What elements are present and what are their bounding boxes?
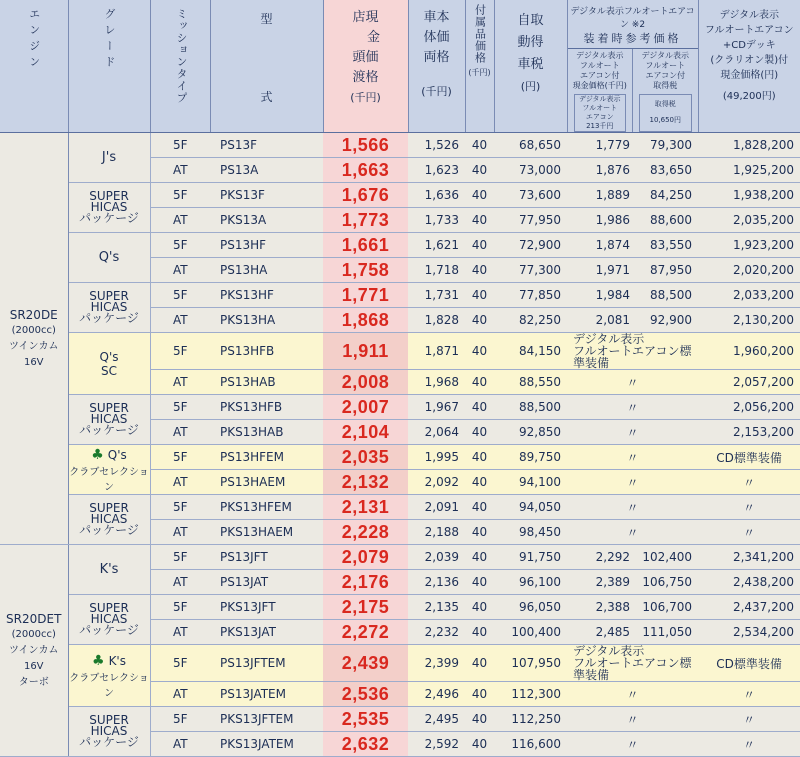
- ref-ditto: 〃: [567, 470, 698, 495]
- ref-cash-price: 1,984: [567, 283, 636, 308]
- store-price: 2,008: [323, 370, 408, 395]
- acquisition-tax: 77,950: [494, 208, 567, 233]
- table-row: [0, 233, 800, 258]
- store-price: 2,176: [323, 570, 408, 595]
- accessory-price: 40: [465, 308, 494, 333]
- table-row: [0, 495, 800, 520]
- acquisition-tax: 94,050: [494, 495, 567, 520]
- acquisition-tax: 88,500: [494, 395, 567, 420]
- club-icon: ♣: [92, 652, 105, 669]
- acquisition-tax: 98,450: [494, 520, 567, 545]
- mission-type: AT: [150, 732, 210, 757]
- table-row: [0, 283, 800, 308]
- grade-sub-label: クラブセレクション: [69, 672, 149, 699]
- table-row: [0, 645, 800, 682]
- mission-type: 5F: [150, 333, 210, 370]
- engine-desc: ツインカム16V: [9, 340, 59, 368]
- store-price: 2,131: [323, 495, 408, 520]
- mission-type: AT: [150, 470, 210, 495]
- mission-type: 5F: [150, 545, 210, 570]
- table-row: [0, 133, 800, 158]
- body-price: 2,496: [408, 682, 465, 707]
- accessory-price: 40: [465, 620, 494, 645]
- ref-ditto: 〃: [567, 707, 698, 732]
- model-code: PS13HAEM: [210, 470, 323, 495]
- body-price: 1,967: [408, 395, 465, 420]
- acquisition-tax: 92,850: [494, 420, 567, 445]
- body-price: 2,064: [408, 420, 465, 445]
- body-price: 1,621: [408, 233, 465, 258]
- accessory-price: 40: [465, 370, 494, 395]
- cd-price: 2,437,200: [698, 595, 800, 620]
- body-price: 2,399: [408, 645, 465, 682]
- engine-cc: (2000cc): [11, 324, 56, 336]
- mission-type: 5F: [150, 595, 210, 620]
- grade-label-row: [69, 653, 150, 669]
- cd-price: 1,960,200: [698, 333, 800, 370]
- model-code: PS13JFTEM: [210, 645, 323, 682]
- engine-name: SR20DET: [6, 611, 62, 626]
- ref-cash-price: 1,876: [567, 158, 636, 183]
- header-store-price: 店現 金 頭価 渡格 (千円): [323, 0, 408, 133]
- cd-price: 1,923,200: [698, 233, 800, 258]
- mission-type: AT: [150, 258, 210, 283]
- ref-cash-price: 1,971: [567, 258, 636, 283]
- ref-tax: 102,400: [636, 545, 698, 570]
- ref-tax: 88,500: [636, 283, 698, 308]
- header-body-price: 車本 体価 両格 (千円): [408, 0, 465, 133]
- store-price: 2,272: [323, 620, 408, 645]
- cd-price: CD標準装備: [698, 445, 800, 470]
- grade-label: Q's: [107, 447, 127, 462]
- store-price: 2,035: [323, 445, 408, 470]
- model-code: PS13HFB: [210, 333, 323, 370]
- acquisition-tax: 112,250: [494, 707, 567, 732]
- model-code: PKS13JAT: [210, 620, 323, 645]
- mission-type: AT: [150, 208, 210, 233]
- store-price: 2,079: [323, 545, 408, 570]
- grade-cell: [68, 233, 150, 283]
- club-icon: ♣: [91, 446, 104, 463]
- header-reference-price: デジタル表示フルオートエアコン ※2 装着時参考価格 デジタル表示 フルオート エアコン付 現金価格(千円) デジタル表示 フルオート エアコン 213千円 デジタル表示 フルオート エアコン付 取得税 取得税 10,650円: [567, 0, 698, 133]
- store-price: 2,104: [323, 420, 408, 445]
- grade-label-row: [69, 447, 150, 463]
- mission-type: AT: [150, 420, 210, 445]
- note-line: デジタル表示: [573, 644, 645, 658]
- hicas-label: パッケージ: [79, 211, 139, 225]
- ref-ditto: 〃: [567, 732, 698, 757]
- store-price: 2,175: [323, 595, 408, 620]
- accessory-price: 40: [465, 395, 494, 420]
- engine-cell: [0, 545, 68, 757]
- header-model: 型 式: [210, 0, 323, 133]
- header-cd-price: デジタル表示 フルオートエアコン +CDデッキ (クラリオン製)付 現金価格(円) (49,200円): [698, 0, 800, 133]
- accessory-price: 40: [465, 545, 494, 570]
- ref-tax: 84,250: [636, 183, 698, 208]
- mission-type: 5F: [150, 707, 210, 732]
- hicas-label: SUPER: [89, 189, 129, 203]
- acquisition-tax: 89,750: [494, 445, 567, 470]
- store-price: 2,536: [323, 682, 408, 707]
- grade-label: Q's: [98, 250, 120, 265]
- header-accessory-price: 付属品価格 (千円): [465, 0, 494, 133]
- ref-cash-price: 1,986: [567, 208, 636, 233]
- body-price: 2,592: [408, 732, 465, 757]
- table-row: [0, 545, 800, 570]
- ref-ditto: 〃: [567, 370, 698, 395]
- body-price: 1,526: [408, 133, 465, 158]
- ref-cash-price: 1,779: [567, 133, 636, 158]
- body-price: 2,091: [408, 495, 465, 520]
- hicas-label: パッケージ: [79, 623, 139, 637]
- mission-type: 5F: [150, 645, 210, 682]
- body-price: 1,623: [408, 158, 465, 183]
- hicas-package-cell: [68, 495, 150, 545]
- table-row: [0, 333, 800, 370]
- engine-desc: ツインカム16V: [9, 644, 59, 672]
- cd-price: 2,341,200: [698, 545, 800, 570]
- ref-cash-price: 2,485: [567, 620, 636, 645]
- acquisition-tax: 116,600: [494, 732, 567, 757]
- table-row: [0, 595, 800, 620]
- table-row: [0, 183, 800, 208]
- accessory-price: 40: [465, 732, 494, 757]
- engine-cell: [0, 133, 68, 545]
- store-price: 1,566: [323, 133, 408, 158]
- store-price: 1,661: [323, 233, 408, 258]
- accessory-price: 40: [465, 595, 494, 620]
- model-code: PKS13JFT: [210, 595, 323, 620]
- model-code: PS13JFT: [210, 545, 323, 570]
- store-price: 2,439: [323, 645, 408, 682]
- model-code: PKS13A: [210, 208, 323, 233]
- body-price: 2,135: [408, 595, 465, 620]
- grade-cell: [68, 645, 150, 707]
- accessory-price: 40: [465, 520, 494, 545]
- body-price: 1,871: [408, 333, 465, 370]
- cd-price: 2,056,200: [698, 395, 800, 420]
- ref-ditto: 〃: [567, 445, 698, 470]
- cd-price: 1,925,200: [698, 158, 800, 183]
- body-price: 1,731: [408, 283, 465, 308]
- hicas-label: HICAS: [90, 412, 128, 426]
- ref-tax: 87,950: [636, 258, 698, 283]
- acquisition-tax: 77,850: [494, 283, 567, 308]
- accessory-price: 40: [465, 470, 494, 495]
- ref-ditto: 〃: [567, 395, 698, 420]
- store-price: 2,632: [323, 732, 408, 757]
- ref-standard-note: [567, 645, 698, 682]
- cd-price: 2,020,200: [698, 258, 800, 283]
- hicas-label: HICAS: [90, 724, 128, 738]
- ref-ditto: 〃: [567, 520, 698, 545]
- ref-tax: 111,050: [636, 620, 698, 645]
- ref-tax: 106,700: [636, 595, 698, 620]
- mission-type: 5F: [150, 495, 210, 520]
- store-price: 2,132: [323, 470, 408, 495]
- ref-cash-price: 1,874: [567, 233, 636, 258]
- body-price: 2,136: [408, 570, 465, 595]
- hicas-label: SUPER: [89, 601, 129, 615]
- acquisition-tax: 84,150: [494, 333, 567, 370]
- mission-type: AT: [150, 682, 210, 707]
- hicas-label: HICAS: [90, 612, 128, 626]
- grade-cell: [68, 445, 150, 495]
- ref-tax: 106,750: [636, 570, 698, 595]
- header-engine: エンジン: [0, 0, 68, 133]
- acquisition-tax: 96,050: [494, 595, 567, 620]
- accessory-price: 40: [465, 707, 494, 732]
- accessory-price: 40: [465, 183, 494, 208]
- grade-label: SC: [101, 363, 117, 378]
- cd-price: 2,438,200: [698, 570, 800, 595]
- hicas-package-cell: [68, 395, 150, 445]
- acquisition-tax: 82,250: [494, 308, 567, 333]
- grade-label: K's: [108, 653, 126, 668]
- grade-cell: [68, 133, 150, 183]
- cd-price: 〃: [698, 520, 800, 545]
- cd-price: 2,057,200: [698, 370, 800, 395]
- store-price: 2,228: [323, 520, 408, 545]
- engine-extra: ターボ: [18, 676, 49, 688]
- accessory-price: 40: [465, 645, 494, 682]
- note-line: デジタル表示: [573, 332, 645, 346]
- engine-name: SR20DE: [9, 307, 58, 322]
- model-code: PS13HA: [210, 258, 323, 283]
- acquisition-tax: 107,950: [494, 645, 567, 682]
- model-code: PKS13HF: [210, 283, 323, 308]
- hicas-label: パッケージ: [79, 423, 139, 437]
- table-row: [0, 445, 800, 470]
- mission-type: AT: [150, 520, 210, 545]
- body-price: 1,995: [408, 445, 465, 470]
- acquisition-tax: 88,550: [494, 370, 567, 395]
- table-row: [0, 707, 800, 732]
- hicas-package-cell: [68, 183, 150, 233]
- ref-tax: 92,900: [636, 308, 698, 333]
- header-acquisition-tax: 自取 動得 車税 (円): [494, 0, 567, 133]
- ref-cash-price: 2,388: [567, 595, 636, 620]
- model-code: PS13A: [210, 158, 323, 183]
- model-code: PS13JAT: [210, 570, 323, 595]
- acquisition-tax: 77,300: [494, 258, 567, 283]
- grade-label: K's: [99, 562, 119, 577]
- accessory-price: 40: [465, 233, 494, 258]
- engine-cc: (2000cc): [11, 628, 56, 640]
- acquisition-tax: 91,750: [494, 545, 567, 570]
- hicas-package-cell: [68, 595, 150, 645]
- model-code: PS13HFEM: [210, 445, 323, 470]
- hicas-label: HICAS: [90, 300, 128, 314]
- cd-price: 2,534,200: [698, 620, 800, 645]
- store-price: 2,007: [323, 395, 408, 420]
- body-price: 2,092: [408, 470, 465, 495]
- acquisition-tax: 100,400: [494, 620, 567, 645]
- note-line: フルオートエアコン標準装備: [573, 344, 692, 370]
- store-price: 1,771: [323, 283, 408, 308]
- hicas-label: パッケージ: [79, 523, 139, 537]
- mission-type: 5F: [150, 183, 210, 208]
- mission-type: 5F: [150, 233, 210, 258]
- cd-price: 1,938,200: [698, 183, 800, 208]
- store-price: 1,868: [323, 308, 408, 333]
- ref-standard-note: [567, 333, 698, 370]
- accessory-price: 40: [465, 570, 494, 595]
- acquisition-tax: 94,100: [494, 470, 567, 495]
- model-code: PKS13F: [210, 183, 323, 208]
- accessory-price: 40: [465, 258, 494, 283]
- cd-price: 2,153,200: [698, 420, 800, 445]
- accessory-price: 40: [465, 682, 494, 707]
- mission-type: 5F: [150, 283, 210, 308]
- ref-ditto: 〃: [567, 682, 698, 707]
- model-code: PKS13HA: [210, 308, 323, 333]
- mission-type: AT: [150, 158, 210, 183]
- model-code: PKS13HAB: [210, 420, 323, 445]
- ref-cash-price: 2,389: [567, 570, 636, 595]
- hicas-label: パッケージ: [79, 311, 139, 325]
- grade-sub-label: クラブセレクション: [69, 466, 149, 493]
- grade-label: Q's: [99, 349, 119, 364]
- acquisition-tax: 96,100: [494, 570, 567, 595]
- body-price: 2,188: [408, 520, 465, 545]
- hicas-package-cell: [68, 707, 150, 757]
- acquisition-tax: 112,300: [494, 682, 567, 707]
- ref-tax: 88,600: [636, 208, 698, 233]
- cd-price: 2,035,200: [698, 208, 800, 233]
- mission-type: AT: [150, 370, 210, 395]
- hicas-label: パッケージ: [79, 735, 139, 749]
- body-price: 2,495: [408, 707, 465, 732]
- header-row: [0, 0, 800, 133]
- mission-type: 5F: [150, 395, 210, 420]
- ref-tax: 79,300: [636, 133, 698, 158]
- model-code: PS13HF: [210, 233, 323, 258]
- body-price: 1,718: [408, 258, 465, 283]
- accessory-price: 40: [465, 495, 494, 520]
- grade-cell: [68, 545, 150, 595]
- body-price: 1,636: [408, 183, 465, 208]
- model-code: PKS13JFTEM: [210, 707, 323, 732]
- grade-cell: [68, 333, 150, 395]
- mission-type: AT: [150, 308, 210, 333]
- hicas-label: SUPER: [89, 501, 129, 515]
- cd-price: 〃: [698, 732, 800, 757]
- accessory-price: 40: [465, 420, 494, 445]
- store-price: 1,911: [323, 333, 408, 370]
- cd-price: 1,828,200: [698, 133, 800, 158]
- body-price: 1,968: [408, 370, 465, 395]
- note-line: フルオートエアコン標準装備: [573, 656, 692, 682]
- mission-type: 5F: [150, 445, 210, 470]
- ref-ditto: 〃: [567, 495, 698, 520]
- cd-price: 〃: [698, 470, 800, 495]
- store-price: 1,758: [323, 258, 408, 283]
- store-price: 1,773: [323, 208, 408, 233]
- body-price: 2,232: [408, 620, 465, 645]
- cd-price: 2,033,200: [698, 283, 800, 308]
- hicas-package-cell: [68, 283, 150, 333]
- hicas-label: SUPER: [89, 289, 129, 303]
- model-code: PKS13HAEM: [210, 520, 323, 545]
- store-price: 1,663: [323, 158, 408, 183]
- grade-label: J's: [101, 150, 117, 165]
- model-code: PS13HAB: [210, 370, 323, 395]
- accessory-price: 40: [465, 333, 494, 370]
- store-price: 1,676: [323, 183, 408, 208]
- cd-price: 2,130,200: [698, 308, 800, 333]
- cd-price: 〃: [698, 682, 800, 707]
- ref-tax: 83,650: [636, 158, 698, 183]
- body-price: 2,039: [408, 545, 465, 570]
- acquisition-tax: 73,000: [494, 158, 567, 183]
- model-code: PKS13HFB: [210, 395, 323, 420]
- ref-ditto: 〃: [567, 420, 698, 445]
- accessory-price: 40: [465, 283, 494, 308]
- mission-type: AT: [150, 620, 210, 645]
- acquisition-tax: 68,650: [494, 133, 567, 158]
- hicas-label: HICAS: [90, 200, 128, 214]
- header-grade: グレード: [68, 0, 150, 133]
- header-mission: ミッションタイプ: [150, 0, 210, 133]
- model-code: PS13JATEM: [210, 682, 323, 707]
- accessory-price: 40: [465, 158, 494, 183]
- ref-tax: 83,550: [636, 233, 698, 258]
- acquisition-tax: 73,600: [494, 183, 567, 208]
- hicas-label: SUPER: [89, 713, 129, 727]
- accessory-price: 40: [465, 133, 494, 158]
- model-code: PKS13HFEM: [210, 495, 323, 520]
- cd-price: 〃: [698, 495, 800, 520]
- cd-price: CD標準装備: [698, 645, 800, 682]
- model-code: PS13F: [210, 133, 323, 158]
- hicas-label: HICAS: [90, 512, 128, 526]
- cd-price: 〃: [698, 707, 800, 732]
- model-code: PKS13JATEM: [210, 732, 323, 757]
- ref-cash-price: 1,889: [567, 183, 636, 208]
- body-price: 1,733: [408, 208, 465, 233]
- mission-type: AT: [150, 570, 210, 595]
- ref-cash-price: 2,292: [567, 545, 636, 570]
- accessory-price: 40: [465, 445, 494, 470]
- header-ref-cash: デジタル表示 フルオート エアコン付 現金価格(千円) デジタル表示 フルオート エアコン 213千円: [568, 49, 634, 132]
- body-price: 1,828: [408, 308, 465, 333]
- hicas-label: SUPER: [89, 401, 129, 415]
- header-ref-tax: デジタル表示 フルオート エアコン付 取得税 取得税 10,650円: [633, 49, 698, 132]
- store-price: 2,535: [323, 707, 408, 732]
- mission-type: 5F: [150, 133, 210, 158]
- ref-cash-price: 2,081: [567, 308, 636, 333]
- acquisition-tax: 72,900: [494, 233, 567, 258]
- accessory-price: 40: [465, 208, 494, 233]
- table-row: [0, 395, 800, 420]
